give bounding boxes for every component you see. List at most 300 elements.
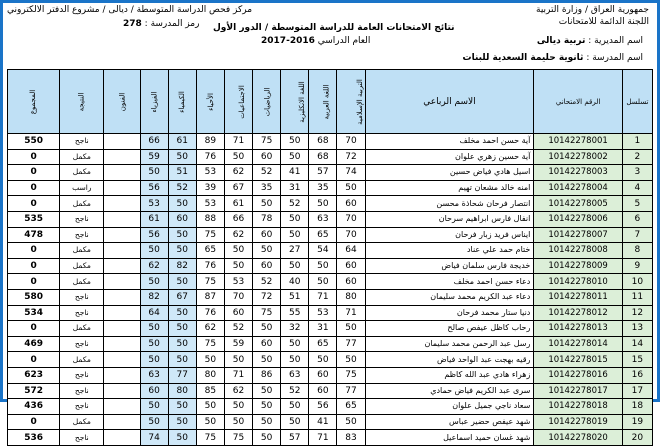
cell-bio: 50 (196, 399, 224, 415)
cell-exam: 10142278015 (534, 352, 622, 368)
cell-name: انفال فارس ابراهيم سرحان (365, 211, 534, 227)
cell-chem: 80 (168, 383, 196, 399)
cell-social: 75 (224, 430, 252, 446)
cell-phys: 56 (140, 180, 168, 196)
cell-art (104, 274, 140, 290)
cell-math: 52 (253, 165, 281, 181)
school-code-label: رمز المدرسة : 278 (123, 19, 200, 29)
cell-art (104, 149, 140, 165)
cell-result: مكمل (60, 274, 104, 290)
cell-social: 62 (224, 165, 252, 181)
cell-arabic: 50 (309, 258, 337, 274)
cell-total: 0 (8, 180, 60, 196)
cell-art (104, 165, 140, 181)
cell-name: رحاب كاظل عيفص صالح (365, 321, 534, 337)
cell-result: ناجح (60, 305, 104, 321)
cell-english: 27 (281, 243, 309, 259)
column-header-islamic: التربية الإسلامية (337, 70, 365, 134)
cell-islamic: 60 (337, 274, 365, 290)
cell-name: شهد غسان حميد اسماعيل (365, 430, 534, 446)
cell-seq: 13 (622, 321, 652, 337)
cell-math: 50 (253, 414, 281, 430)
cell-english: 52 (281, 383, 309, 399)
cell-seq: 17 (622, 383, 652, 399)
cell-arabic: 53 (309, 305, 337, 321)
cell-name: سعاد ناجي جميل علوان (365, 399, 534, 415)
cell-seq: 16 (622, 367, 652, 383)
cell-bio: 75 (196, 336, 224, 352)
cell-name: دعاء عبد الكريم محمد سليمان (365, 289, 534, 305)
cell-arabic: 65 (309, 336, 337, 352)
cell-math: 78 (253, 211, 281, 227)
cell-exam: 10142278016 (534, 367, 622, 383)
cell-bio: 53 (196, 196, 224, 212)
cell-name: رسل عبد الرحمن محمد سليمان (365, 336, 534, 352)
table-row (8, 211, 653, 227)
cell-chem: 50 (168, 399, 196, 415)
cell-result: ناجح (60, 289, 104, 305)
cell-chem: 50 (168, 430, 196, 446)
cell-islamic: 72 (337, 149, 365, 165)
cell-chem: 51 (168, 165, 196, 181)
cell-phys: 50 (140, 165, 168, 181)
cell-name: ايناس فريد زبار فرحان (365, 227, 534, 243)
cell-islamic: 71 (337, 305, 365, 321)
cell-art (104, 336, 140, 352)
cell-result: راسب (60, 180, 104, 196)
cell-math: 86 (253, 367, 281, 383)
cell-result: ناجح (60, 227, 104, 243)
cell-phys: 50 (140, 321, 168, 337)
cell-result: مكمل (60, 243, 104, 259)
cell-exam: 10142278006 (534, 211, 622, 227)
cell-islamic: 75 (337, 367, 365, 383)
cell-english: 50 (281, 211, 309, 227)
cell-phys: 62 (140, 258, 168, 274)
cell-result: مكمل (60, 258, 104, 274)
cell-social: 59 (224, 336, 252, 352)
cell-english: 50 (281, 227, 309, 243)
cell-art (104, 227, 140, 243)
cell-result: مكمل (60, 414, 104, 430)
cell-math: 60 (253, 227, 281, 243)
cell-art (104, 414, 140, 430)
cell-exam: 10142278002 (534, 149, 622, 165)
cell-seq: 9 (622, 258, 652, 274)
cell-islamic: 70 (337, 227, 365, 243)
results-title: نتائج الامتحانات العامة للدراسة المتوسطة / الدور الأول (213, 23, 455, 33)
cell-math: 60 (253, 336, 281, 352)
cell-islamic: 77 (337, 383, 365, 399)
cell-chem: 50 (168, 414, 196, 430)
cell-arabic: 50 (309, 352, 337, 368)
cell-islamic: 64 (337, 243, 365, 259)
cell-total: 534 (8, 305, 60, 321)
table-row (8, 134, 653, 150)
cell-total: 0 (8, 414, 60, 430)
cell-arabic: 71 (309, 289, 337, 305)
cell-english: 51 (281, 289, 309, 305)
cell-islamic: 70 (337, 134, 365, 150)
cell-art (104, 211, 140, 227)
cell-arabic: 35 (309, 180, 337, 196)
cell-exam: 10142278017 (534, 383, 622, 399)
cell-total: 436 (8, 399, 60, 415)
cell-arabic: 57 (309, 165, 337, 181)
cell-art (104, 305, 140, 321)
cell-art (104, 383, 140, 399)
cell-math: 35 (253, 180, 281, 196)
cell-bio: 80 (196, 367, 224, 383)
cell-math: 50 (253, 383, 281, 399)
column-header-total: المجموع (8, 70, 60, 134)
cell-name: ختام حمد علي عناد (365, 243, 534, 259)
cell-phys: 60 (140, 383, 168, 399)
cell-bio: 88 (196, 211, 224, 227)
cell-english: 50 (281, 414, 309, 430)
cell-exam: 10142278012 (534, 305, 622, 321)
cell-seq: 14 (622, 336, 652, 352)
cell-islamic: 70 (337, 211, 365, 227)
cell-name: زهراء هادي عبد الله كاظم (365, 367, 534, 383)
cell-seq: 1 (622, 134, 652, 150)
cell-name: دنيا ستار محمد فرحان (365, 305, 534, 321)
cell-phys: 50 (140, 243, 168, 259)
cell-math: 52 (253, 274, 281, 290)
school-name-line: اسم المدرسة : ثانوية حليمة السعدية للبنات (462, 53, 643, 63)
cell-social: 50 (224, 243, 252, 259)
cell-math: 72 (253, 289, 281, 305)
table-row (8, 305, 653, 321)
cell-seq: 15 (622, 352, 652, 368)
cell-phys: 82 (140, 289, 168, 305)
cell-total: 580 (8, 289, 60, 305)
cell-english: 50 (281, 258, 309, 274)
cell-arabic: 54 (309, 243, 337, 259)
cell-total: 469 (8, 336, 60, 352)
cell-total: 0 (8, 352, 60, 368)
cell-phys: 74 (140, 430, 168, 446)
cell-name: خديجة فارس سلمان فياض (365, 258, 534, 274)
academic-year: العام الدراسي 2016-2017 (261, 36, 371, 46)
table-row (8, 180, 653, 196)
column-header-exam-number: الرقم الامتحاني (534, 70, 622, 134)
cell-exam: 10142278014 (534, 336, 622, 352)
cell-islamic: 77 (337, 336, 365, 352)
cell-art (104, 321, 140, 337)
table-row (8, 227, 653, 243)
cell-name: امنه خالد مشعان تهيم (365, 180, 534, 196)
cell-islamic: 83 (337, 430, 365, 446)
table-row (8, 274, 653, 290)
cell-bio: 89 (196, 134, 224, 150)
column-header-art: الفنون (104, 70, 140, 134)
cell-result: مكمل (60, 196, 104, 212)
table-row (8, 430, 653, 446)
cell-art (104, 430, 140, 446)
cell-exam: 10142278007 (534, 227, 622, 243)
cell-chem: 50 (168, 227, 196, 243)
cell-art (104, 289, 140, 305)
cell-english: 63 (281, 367, 309, 383)
cell-english: 40 (281, 274, 309, 290)
cell-total: 0 (8, 165, 60, 181)
cell-name: انتصار فرحان شحاذة محسن (365, 196, 534, 212)
cell-chem: 50 (168, 352, 196, 368)
cell-bio: 65 (196, 243, 224, 259)
cell-art (104, 367, 140, 383)
cell-bio: 53 (196, 165, 224, 181)
cell-seq: 2 (622, 149, 652, 165)
cell-phys: 64 (140, 305, 168, 321)
cell-result: مكمل (60, 149, 104, 165)
cell-math: 50 (253, 399, 281, 415)
cell-result: ناجح (60, 336, 104, 352)
table-body (8, 134, 653, 446)
cell-seq: 18 (622, 399, 652, 415)
cell-math: 75 (253, 134, 281, 150)
cell-result: ناجح (60, 399, 104, 415)
cell-seq: 8 (622, 243, 652, 259)
cell-arabic: 60 (309, 367, 337, 383)
cell-social: 61 (224, 196, 252, 212)
cell-bio: 85 (196, 383, 224, 399)
cell-english: 50 (281, 352, 309, 368)
cell-seq: 19 (622, 414, 652, 430)
cell-total: 536 (8, 430, 60, 446)
cell-exam: 10142278010 (534, 274, 622, 290)
cell-english: 50 (281, 399, 309, 415)
cell-bio: 39 (196, 180, 224, 196)
cell-islamic: 74 (337, 165, 365, 181)
cell-total: 478 (8, 227, 60, 243)
cell-social: 50 (224, 258, 252, 274)
cell-arabic: 41 (309, 414, 337, 430)
cell-total: 550 (8, 134, 60, 150)
cell-phys: 59 (140, 149, 168, 165)
cell-phys: 50 (140, 352, 168, 368)
table-row (8, 196, 653, 212)
cell-arabic: 50 (309, 274, 337, 290)
cell-english: 57 (281, 430, 309, 446)
cell-social: 50 (224, 399, 252, 415)
cell-result: مكمل (60, 352, 104, 368)
cell-seq: 10 (622, 274, 652, 290)
cell-total: 623 (8, 367, 60, 383)
cell-chem: 67 (168, 289, 196, 305)
cell-arabic: 60 (309, 383, 337, 399)
cell-islamic: 50 (337, 321, 365, 337)
column-header-biology: الأحياء (196, 70, 224, 134)
cell-arabic: 50 (309, 196, 337, 212)
table-row (8, 149, 653, 165)
table-row (8, 243, 653, 259)
results-table (7, 69, 653, 446)
cell-arabic: 31 (309, 321, 337, 337)
cell-chem: 50 (168, 274, 196, 290)
column-header-physics: الفيزياء (140, 70, 168, 134)
cell-arabic: 65 (309, 227, 337, 243)
cell-english: 32 (281, 321, 309, 337)
cell-art (104, 352, 140, 368)
cell-chem: 61 (168, 134, 196, 150)
cell-bio: 75 (196, 227, 224, 243)
cell-seq: 12 (622, 305, 652, 321)
cell-social: 62 (224, 383, 252, 399)
cell-chem: 60 (168, 211, 196, 227)
cell-english: 41 (281, 165, 309, 181)
cell-bio: 75 (196, 430, 224, 446)
cell-result: ناجح (60, 211, 104, 227)
cell-english: 52 (281, 196, 309, 212)
column-header-social: الاجتماعيات (224, 70, 252, 134)
cell-seq: 11 (622, 289, 652, 305)
cell-art (104, 134, 140, 150)
cell-phys: 61 (140, 211, 168, 227)
cell-bio: 76 (196, 258, 224, 274)
cell-islamic: 50 (337, 352, 365, 368)
cell-chem: 50 (168, 305, 196, 321)
table-row (8, 414, 653, 430)
table-row (8, 336, 653, 352)
cell-islamic: 80 (337, 289, 365, 305)
cell-arabic: 68 (309, 134, 337, 150)
cell-total: 0 (8, 243, 60, 259)
cell-arabic: 63 (309, 211, 337, 227)
cell-bio: 87 (196, 289, 224, 305)
cell-total: 0 (8, 149, 60, 165)
cell-exam: 10142278004 (534, 180, 622, 196)
table-header-row (8, 70, 653, 134)
cell-result: ناجح (60, 367, 104, 383)
cell-social: 66 (224, 211, 252, 227)
cell-english: 50 (281, 134, 309, 150)
cell-result: مكمل (60, 165, 104, 181)
center-line: مركز فحص الدراسة المتوسطة / ديالى / مشروع الدفتر الالكتروني (7, 5, 253, 15)
cell-seq: 4 (622, 180, 652, 196)
cell-seq: 3 (622, 165, 652, 181)
cell-name: آية حسن احمد مخلف (365, 134, 534, 150)
cell-total: 535 (8, 211, 60, 227)
cell-chem: 82 (168, 258, 196, 274)
cell-phys: 56 (140, 227, 168, 243)
column-header-sequence: تسلسل (622, 70, 652, 134)
column-header-arabic: اللغة العربية (309, 70, 337, 134)
column-header-english: اللغة الانكليزية (281, 70, 309, 134)
cell-social: 50 (224, 352, 252, 368)
table-row (8, 399, 653, 415)
cell-social: 67 (224, 180, 252, 196)
cell-math: 50 (253, 196, 281, 212)
cell-total: 0 (8, 196, 60, 212)
cell-exam: 10142278019 (534, 414, 622, 430)
table-row (8, 165, 653, 181)
cell-exam: 10142278001 (534, 134, 622, 150)
cell-chem: 50 (168, 243, 196, 259)
cell-social: 71 (224, 134, 252, 150)
cell-islamic: 60 (337, 196, 365, 212)
cell-exam: 10142278020 (534, 430, 622, 446)
cell-islamic: 60 (337, 258, 365, 274)
cell-exam: 10142278005 (534, 196, 622, 212)
cell-result: ناجح (60, 430, 104, 446)
cell-math: 75 (253, 305, 281, 321)
cell-islamic: 50 (337, 414, 365, 430)
cell-math: 50 (253, 430, 281, 446)
column-header-result: النتيجة (60, 70, 104, 134)
cell-phys: 53 (140, 196, 168, 212)
cell-art (104, 180, 140, 196)
cell-name: شهد عيفص حضير عباس (365, 414, 534, 430)
cell-exam: 10142278003 (534, 165, 622, 181)
table-row (8, 321, 653, 337)
cell-math: 60 (253, 258, 281, 274)
cell-social: 70 (224, 289, 252, 305)
cell-english: 55 (281, 305, 309, 321)
cell-exam: 10142278008 (534, 243, 622, 259)
cell-exam: 10142278018 (534, 399, 622, 415)
cell-seq: 7 (622, 227, 652, 243)
cell-art (104, 399, 140, 415)
cell-name: دعاء حسن احمد مخلف (365, 274, 534, 290)
cell-arabic: 56 (309, 399, 337, 415)
cell-bio: 75 (196, 274, 224, 290)
cell-math: 50 (253, 321, 281, 337)
cell-result: ناجح (60, 134, 104, 150)
cell-social: 50 (224, 414, 252, 430)
table-row (8, 367, 653, 383)
cell-name: سرى عبد الكريم فياض حمادي (365, 383, 534, 399)
committee-line: اللجنة الدائمة للامتحانات (558, 17, 649, 27)
cell-name: رقيه بهجت عبد الواحد فياض (365, 352, 534, 368)
cell-exam: 10142278009 (534, 258, 622, 274)
cell-math: 50 (253, 352, 281, 368)
cell-art (104, 258, 140, 274)
cell-social: 71 (224, 367, 252, 383)
table-row (8, 289, 653, 305)
cell-art (104, 196, 140, 212)
cell-phys: 50 (140, 399, 168, 415)
cell-bio: 76 (196, 305, 224, 321)
ministry-line: جمهورية العراق / وزارة التربية (536, 5, 649, 15)
cell-exam: 10142278011 (534, 289, 622, 305)
cell-seq: 20 (622, 430, 652, 446)
cell-phys: 50 (140, 274, 168, 290)
cell-seq: 6 (622, 211, 652, 227)
cell-exam: 10142278013 (534, 321, 622, 337)
cell-bio: 50 (196, 352, 224, 368)
cell-math: 60 (253, 149, 281, 165)
cell-social: 62 (224, 227, 252, 243)
cell-social: 60 (224, 305, 252, 321)
cell-chem: 52 (168, 180, 196, 196)
cell-chem: 50 (168, 336, 196, 352)
cell-result: ناجح (60, 383, 104, 399)
cell-english: 31 (281, 180, 309, 196)
directorate-line: اسم المديرية : تربية ديالى (536, 36, 643, 46)
cell-name: اسيل هادي فياض حسين (365, 165, 534, 181)
cell-english: 50 (281, 149, 309, 165)
cell-chem: 50 (168, 196, 196, 212)
table-row (8, 258, 653, 274)
cell-math: 50 (253, 243, 281, 259)
cell-phys: 66 (140, 134, 168, 150)
cell-social: 50 (224, 149, 252, 165)
cell-art (104, 243, 140, 259)
cell-arabic: 71 (309, 430, 337, 446)
column-header-chemistry: الكيمياء (168, 70, 196, 134)
table-row (8, 383, 653, 399)
